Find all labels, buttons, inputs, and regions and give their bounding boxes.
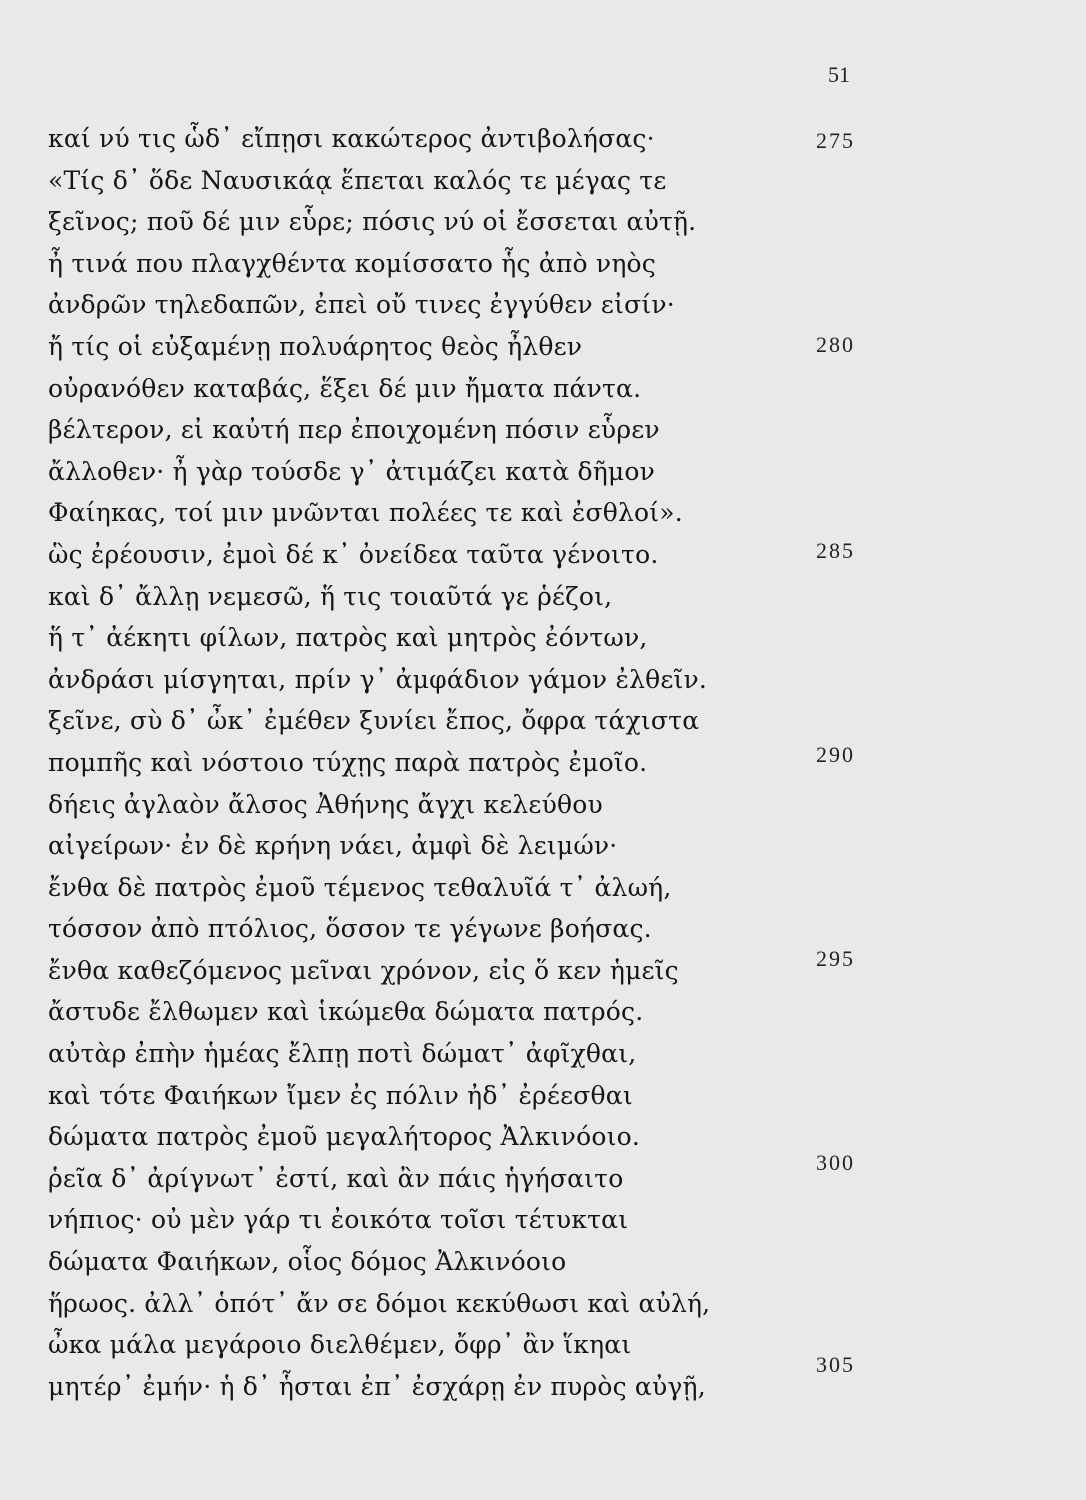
verse-line: δώματα πατρὸς ἐμοῦ μεγαλήτορος Ἀλκινόοιο. [48,1122,640,1152]
verse-line: ἄστυδε ἔλθωμεν καὶ ἱκώμεθα δώματα πατρός. [48,997,644,1027]
verse-line: ὣς ἐρέουσιν, ἐμοὶ δέ κ᾽ ὀνείδεα ταῦτα γένοιτο. [48,539,659,569]
verse-line: ἤ τίς οἱ εὐξαμένῃ πολυάρητος θεὸς ἦλθεν [48,331,583,361]
verse-line: Φαίηκας, τοί μιν μνῶνται πολέες τε καὶ ἐσθλοί». [48,498,683,528]
line-number-marker: 305 [816,1352,855,1377]
line-number-marker: 300 [816,1150,855,1175]
verse-line: ἀνδρῶν τηλεδαπῶν, ἐπεὶ οὔ τινες ἐγγύθεν εἰσίν· [48,290,675,320]
verse-line: ἥ τ᾽ ἀέκητι φίλων, πατρὸς καὶ μητρὸς ἐόντων, [48,623,648,653]
verse-line: μητέρ᾽ ἐμήν· ἡ δ᾽ ἧσται ἐπ᾽ ἐσχάρῃ ἐν πυρὸς αὐγῇ, [48,1371,706,1401]
page-number: 51 [828,62,850,87]
verse-line: πομπῆς καὶ νόστοιο τύχῃς παρὰ πατρὸς ἐμοῖο. [48,747,648,777]
verse-line: δήεις ἀγλαὸν ἄλσος Ἀθήνης ἄγχι κελεύθου [48,789,603,819]
verse-line: βέλτερον, εἰ καὐτή περ ἐποιχομένη πόσιν εὗρεν [48,415,660,445]
verse-line: οὐρανόθεν καταβάς, ἕξει δέ μιν ἤματα πάντα. [48,373,642,403]
verse-line: ἔνθα δὲ πατρὸς ἐμοῦ τέμενος τεθαλυῖά τ᾽ ἀλωή, [48,872,672,902]
verse-line: καί νύ τις ὧδ᾽ εἴπῃσι κακώτερος ἀντιβολήσας· [48,124,655,153]
verse-line: δώματα Φαιήκων, οἷος δόμος Ἀλκινόοιο [48,1247,567,1277]
verse-line: νήπιος· οὐ μὲν γάρ τι ἐοικότα τοῖσι τέτυκται [48,1205,629,1235]
line-number-marker: 280 [816,332,855,357]
verse-line: ῥεῖα δ᾽ ἀρίγνωτ᾽ ἐστί, καὶ ἂν πάις ἡγήσαιτο [48,1163,624,1193]
verse-line: ὦκα μάλα μεγάροιο διελθέμεν, ὄφρ᾽ ἂν ἵκηαι [48,1330,632,1360]
verse-line: ξεῖνε, σὺ δ᾽ ὦκ᾽ ἐμέθεν ξυνίει ἔπος, ὄφρα τάχιστα [48,706,700,736]
verse-line: αἰγείρων· ἐν δὲ κρήνη νάει, ἀμφὶ δὲ λειμών· [48,831,618,861]
verse-line: καὶ δ᾽ ἄλλῃ νεμεσῶ, ἥ τις τοιαῦτά γε ῥέζοι, [48,581,613,611]
verse-line: ἀνδράσι μίσγηται, πρίν γ᾽ ἀμφάδιον γάμον ἐλθεῖν. [48,664,708,694]
verse-line: τόσσον ἀπὸ πτόλιος, ὅσσον τε γέγωνε βοήσας. [48,914,652,944]
verse-line: ἔνθα καθεζόμενος μεῖναι χρόνον, εἰς ὅ κεν ἡμεῖς [48,955,679,985]
verse-line: αὐτὰρ ἐπὴν ἡμέας ἔλπῃ ποτὶ δώματ᾽ ἀφῖχθαι, [48,1039,637,1069]
verse-line: ξεῖνος; ποῦ δέ μιν εὗρε; πόσις νύ οἱ ἔσσεται αὐτῇ. [48,207,697,237]
line-number-marker: 275 [816,128,855,153]
verse-line: ἦ τινά που πλαγχθέντα κομίσσατο ἧς ἀπὸ νηὸς [48,248,656,278]
line-number-marker: 285 [816,538,855,563]
verse-line: «Τίς δ᾽ ὅδε Ναυσικάᾳ ἕπεται καλός τε μέγας τε [48,165,667,195]
verse-line: ἄλλοθεν· ἦ γὰρ τούσδε γ᾽ ἀτιμάζει κατὰ δῆμον [48,456,655,486]
verse-line: ἥρωος. ἀλλ᾽ ὁπότ᾽ ἄν σε δόμοι κεκύθωσι καὶ αὐλή, [48,1288,711,1318]
verse-text-block [48,118,728,1407]
verse-line: καὶ τότε Φαιήκων ἴμεν ἐς πόλιν ἠδ᾽ ἐρέεσθαι [48,1080,633,1110]
line-number-marker: 295 [816,946,855,971]
line-number-marker: 290 [816,742,855,767]
